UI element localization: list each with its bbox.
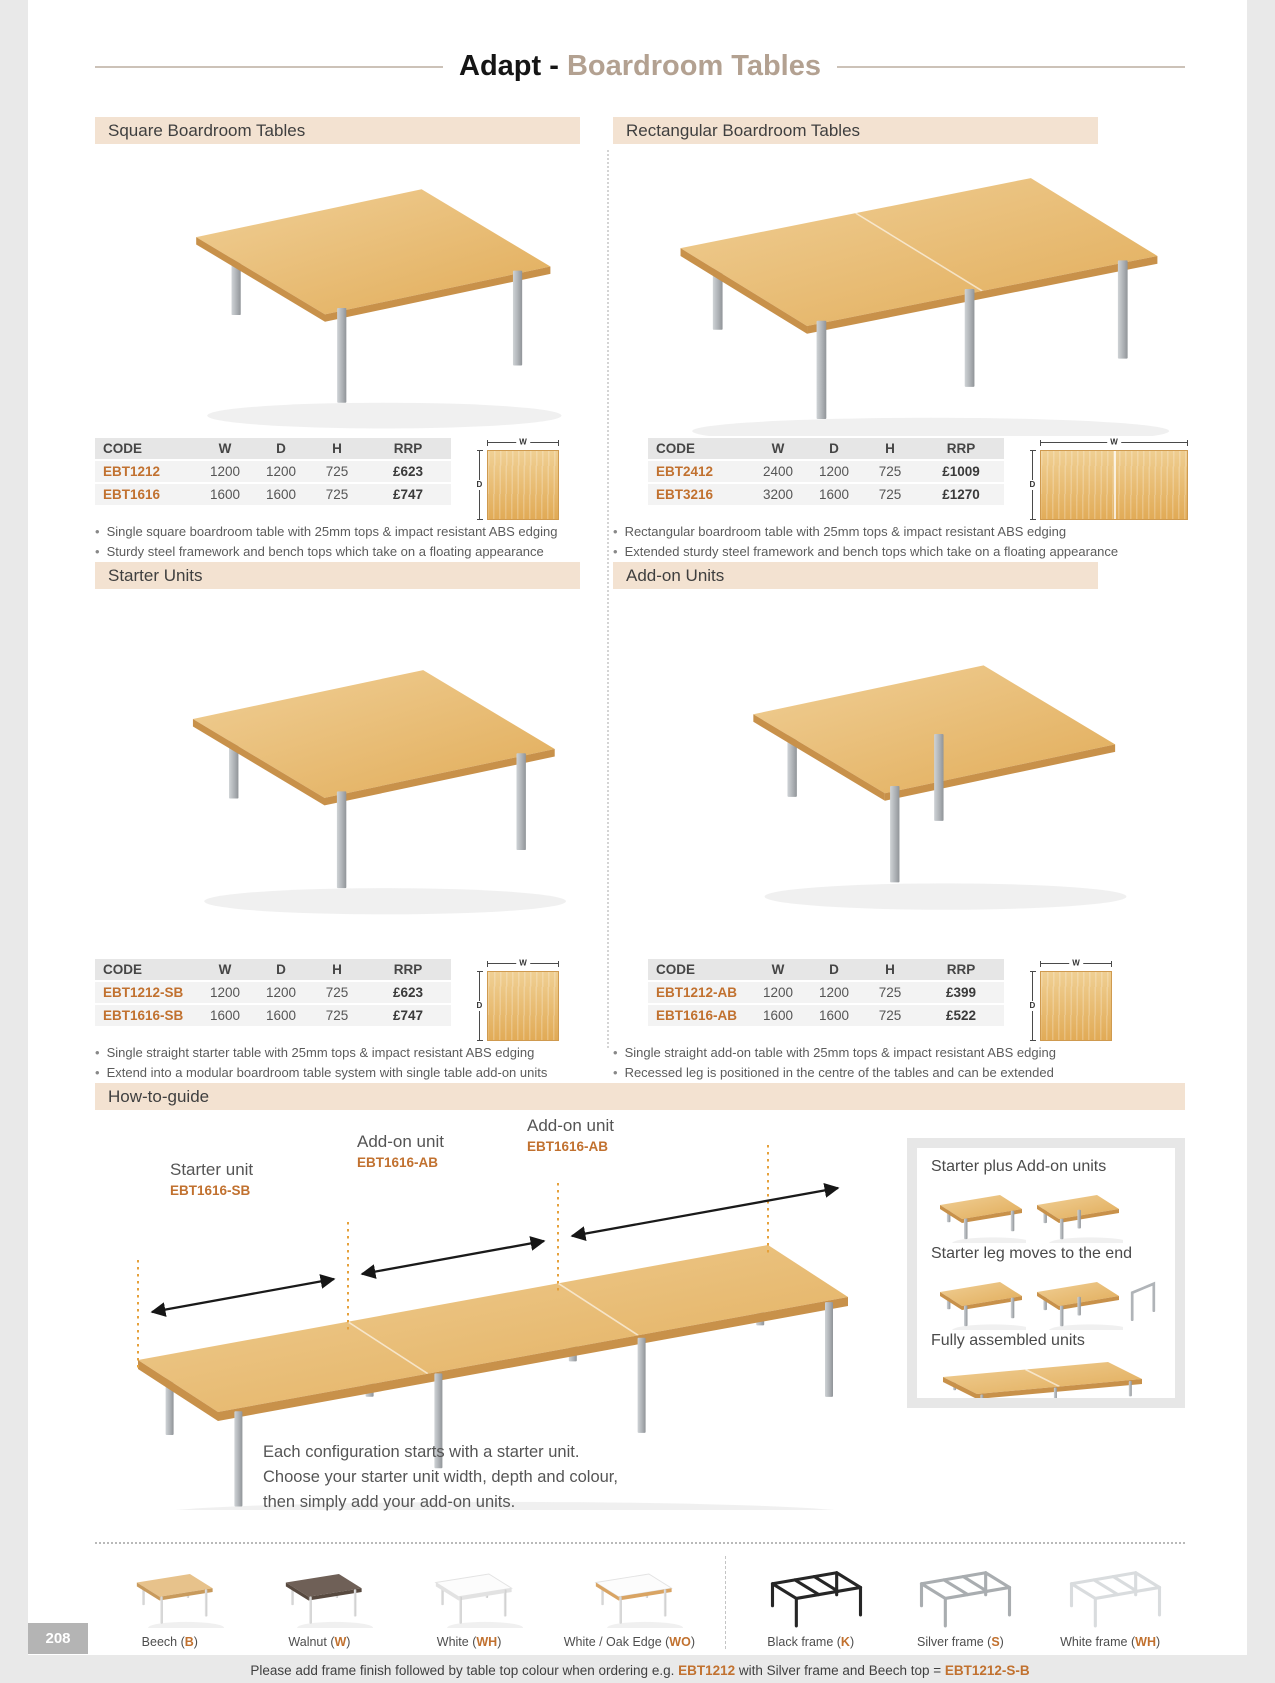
spec-table-rectangular bbox=[648, 438, 1004, 505]
title-rule-right bbox=[837, 66, 1185, 68]
spec-row bbox=[95, 981, 451, 1004]
spec-row-starter bbox=[95, 959, 600, 1035]
title-rule-left bbox=[95, 66, 443, 68]
spec-row bbox=[648, 981, 1004, 1004]
depth-label: D bbox=[1029, 1001, 1036, 1010]
table-top-swatch-image bbox=[264, 1556, 374, 1633]
dimension-diagram-add-on bbox=[1028, 959, 1112, 1041]
spec-row bbox=[648, 1004, 1004, 1026]
spec-cell-rrp: £747 bbox=[365, 483, 451, 505]
annotation-label: Add-on unit bbox=[357, 1132, 444, 1151]
annotation-label: Starter unit bbox=[170, 1160, 254, 1179]
page-number: 208 bbox=[28, 1623, 88, 1654]
column-divider bbox=[607, 150, 609, 1048]
spec-cell-num: 725 bbox=[309, 483, 365, 505]
spec-cell-num: 1200 bbox=[750, 981, 806, 1004]
rectangular-table-image bbox=[613, 144, 1185, 436]
section-starter-units bbox=[95, 562, 600, 1083]
spec-table bbox=[648, 959, 1004, 1026]
spec-col-header: W bbox=[750, 438, 806, 460]
section-title: Square Boardroom Tables bbox=[108, 121, 306, 140]
annotation-code: EBT1616-AB bbox=[357, 1155, 439, 1170]
spec-cell-code: EBT1616-AB bbox=[648, 1004, 750, 1026]
spec-cell-num: 725 bbox=[309, 981, 365, 1004]
dimension-diagram-starter bbox=[475, 959, 559, 1041]
spec-table bbox=[95, 438, 451, 505]
spec-cell-num: 1200 bbox=[197, 460, 253, 483]
spec-col-header: D bbox=[253, 959, 309, 981]
spec-cell-rrp: £623 bbox=[365, 981, 451, 1004]
wood-swatch bbox=[1040, 450, 1188, 520]
depth-label: D bbox=[1029, 480, 1036, 489]
ordering-note-text: Please add frame finish followed by table top colour when ordering e.g. bbox=[250, 1663, 679, 1678]
spec-col-header: RRP bbox=[918, 959, 1004, 981]
annotation-add-on-unit-1 bbox=[357, 1132, 444, 1170]
bullet-item: • Extend into a modular boardroom table system with single table add-on units bbox=[95, 1063, 600, 1083]
spec-col-header: CODE bbox=[95, 959, 197, 981]
panel-step-1-image bbox=[931, 1177, 1161, 1243]
spec-cell-code: EBT1212 bbox=[95, 460, 197, 483]
page-header bbox=[95, 0, 1185, 83]
spec-row bbox=[95, 1004, 451, 1026]
spec-cell-num: 1600 bbox=[253, 483, 309, 505]
spec-cell-num: 1200 bbox=[197, 981, 253, 1004]
spec-cell-num: 1600 bbox=[750, 1004, 806, 1026]
annotation-code: EBT1616-AB bbox=[527, 1139, 609, 1154]
width-dimension-bracket bbox=[487, 958, 559, 968]
spec-cell-num: 1200 bbox=[253, 460, 309, 483]
spec-cell-num: 3200 bbox=[750, 483, 806, 505]
width-label: W bbox=[516, 438, 530, 446]
frame-swatch-image bbox=[905, 1556, 1015, 1633]
how-to-description-line: Each configuration starts with a starter unit. bbox=[263, 1443, 580, 1461]
spec-col-header: CODE bbox=[95, 438, 197, 460]
spec-col-header: H bbox=[309, 959, 365, 981]
bullet-item: • Sturdy steel framework and bench tops which take on a floating appearance bbox=[95, 542, 600, 562]
spec-row-add-on bbox=[613, 959, 1185, 1035]
spec-cell-num: 1600 bbox=[197, 1004, 253, 1026]
width-label: W bbox=[516, 959, 530, 967]
section-title: Starter Units bbox=[108, 566, 203, 585]
depth-dimension-bracket bbox=[1029, 971, 1036, 1041]
bullets-rectangular bbox=[613, 522, 1185, 562]
panel-step-3-title: Fully assembled units bbox=[931, 1332, 1085, 1349]
frame-finish-options bbox=[736, 1556, 1185, 1649]
spec-col-header: RRP bbox=[365, 438, 451, 460]
wood-swatch bbox=[487, 971, 559, 1041]
spec-table-starter bbox=[95, 959, 451, 1026]
section-title: Rectangular Boardroom Tables bbox=[626, 121, 861, 140]
spec-cell-code: EBT1212-AB bbox=[648, 981, 750, 1004]
section-title: How-to-guide bbox=[108, 1087, 210, 1106]
ordering-note-text: with Silver frame and Beech top = bbox=[735, 1663, 945, 1678]
dimension-diagram-square bbox=[475, 438, 559, 520]
spec-table-add-on bbox=[648, 959, 1004, 1026]
panel-step-1-title: Starter plus Add-on units bbox=[931, 1158, 1107, 1175]
finishes-divider bbox=[95, 1542, 1185, 1544]
bullets-square bbox=[95, 522, 600, 562]
page-title-primary: Adapt - bbox=[459, 50, 559, 82]
depth-dimension-bracket bbox=[1029, 450, 1036, 520]
spec-col-header: RRP bbox=[365, 959, 451, 981]
spec-cell-num: 725 bbox=[862, 1004, 918, 1026]
spec-row bbox=[648, 460, 1004, 483]
spec-col-header: D bbox=[253, 438, 309, 460]
spec-cell-num: 1600 bbox=[806, 483, 862, 505]
spec-col-header: H bbox=[862, 438, 918, 460]
spec-cell-num: 1200 bbox=[806, 460, 862, 483]
section-header-how-to-guide bbox=[95, 1083, 1185, 1110]
page-title-secondary: Boardroom Tables bbox=[566, 50, 821, 82]
bullet-item: • Single square boardroom table with 25mm tops & impact resistant ABS edging bbox=[95, 522, 600, 542]
spec-cell-num: 725 bbox=[862, 460, 918, 483]
finish-label: White / Oak Edge (WO) bbox=[563, 1635, 695, 1649]
finish-option-frame-S bbox=[905, 1556, 1015, 1649]
add-on-unit-image bbox=[613, 589, 1185, 957]
spec-cell-code: EBT3216 bbox=[648, 483, 750, 505]
finishes-row bbox=[95, 1556, 1185, 1649]
section-header-add-on bbox=[613, 562, 1098, 589]
table-top-swatch-image bbox=[115, 1556, 225, 1633]
spec-cell-rrp: £522 bbox=[918, 1004, 1004, 1026]
width-dimension-bracket bbox=[487, 437, 559, 447]
assembly-steps-panel bbox=[907, 1138, 1185, 1408]
spec-cell-num: 1200 bbox=[253, 981, 309, 1004]
section-add-on-units bbox=[613, 562, 1185, 1083]
spec-cell-rrp: £1270 bbox=[918, 483, 1004, 505]
spec-cell-num: 725 bbox=[862, 483, 918, 505]
spec-col-header: CODE bbox=[648, 959, 750, 981]
how-to-description-line: Choose your starter unit width, depth and colour, bbox=[263, 1467, 618, 1486]
spec-col-header: RRP bbox=[918, 438, 1004, 460]
spec-cell-rrp: £399 bbox=[918, 981, 1004, 1004]
finish-group-divider bbox=[725, 1556, 726, 1649]
depth-dimension-bracket bbox=[476, 971, 483, 1041]
spec-cell-code: EBT1212-SB bbox=[95, 981, 197, 1004]
ordering-note bbox=[95, 1663, 1185, 1678]
starter-unit-image bbox=[95, 589, 600, 957]
spec-cell-num: 1600 bbox=[197, 483, 253, 505]
finish-label: White frame (WH) bbox=[1060, 1635, 1161, 1649]
frame-swatch-image bbox=[1055, 1556, 1165, 1633]
how-to-description bbox=[263, 1440, 618, 1514]
spec-cell-num: 2400 bbox=[750, 460, 806, 483]
spec-col-header: D bbox=[806, 959, 862, 981]
bullet-item: • Single straight starter table with 25mm tops & impact resistant ABS edging bbox=[95, 1043, 600, 1063]
section-header-rectangular bbox=[613, 117, 1098, 144]
spec-cell-rrp: £747 bbox=[365, 1004, 451, 1026]
table-top-swatch-image bbox=[414, 1556, 524, 1633]
spec-cell-num: 1600 bbox=[806, 1004, 862, 1026]
spec-cell-num: 725 bbox=[309, 1004, 365, 1026]
spec-col-header: H bbox=[309, 438, 365, 460]
spec-cell-num: 725 bbox=[862, 981, 918, 1004]
spec-row-square bbox=[95, 438, 600, 514]
section-title: Add-on Units bbox=[626, 566, 725, 585]
spec-col-header: W bbox=[750, 959, 806, 981]
spec-col-header: CODE bbox=[648, 438, 750, 460]
bullet-item: • Extended sturdy steel framework and bench tops which take on a floating appearance bbox=[613, 542, 1185, 562]
section-square-boardroom-tables bbox=[95, 117, 600, 562]
annotation-code: EBT1616-SB bbox=[170, 1183, 251, 1198]
spec-col-header: W bbox=[197, 438, 253, 460]
panel-step-2-image bbox=[931, 1264, 1161, 1330]
spec-row bbox=[95, 460, 451, 483]
spec-row bbox=[95, 483, 451, 505]
spec-cell-code: EBT2412 bbox=[648, 460, 750, 483]
spec-cell-code: EBT1616-SB bbox=[95, 1004, 197, 1026]
square-table-image bbox=[95, 144, 600, 436]
finish-label: Silver frame (S) bbox=[917, 1635, 1004, 1649]
spec-row bbox=[648, 483, 1004, 505]
wood-swatch bbox=[1040, 971, 1112, 1041]
panel-step-3-image bbox=[931, 1351, 1161, 1398]
spec-cell-rrp: £623 bbox=[365, 460, 451, 483]
dimension-diagram-rectangular bbox=[1028, 438, 1188, 520]
section-header-square bbox=[95, 117, 580, 144]
ordering-note-result-code: EBT1212-S-B bbox=[944, 1663, 1030, 1678]
finish-label: White (WH) bbox=[436, 1635, 502, 1649]
ordering-note-code: EBT1212 bbox=[678, 1663, 736, 1678]
spec-cell-num: 1200 bbox=[806, 981, 862, 1004]
section-rectangular-boardroom-tables bbox=[613, 117, 1185, 562]
finish-option-frame-K bbox=[756, 1556, 866, 1649]
annotation-starter-unit bbox=[170, 1160, 253, 1198]
width-label: W bbox=[1069, 959, 1083, 967]
spec-table-square bbox=[95, 438, 451, 505]
panel-step-2-title: Starter leg moves to the end bbox=[931, 1245, 1132, 1262]
spec-cell-num: 725 bbox=[309, 460, 365, 483]
depth-dimension-bracket bbox=[476, 450, 483, 520]
bullets-starter bbox=[95, 1043, 600, 1083]
spec-col-header: H bbox=[862, 959, 918, 981]
finish-option-frame-WH bbox=[1055, 1556, 1165, 1649]
catalog-page bbox=[28, 0, 1247, 1678]
width-dimension-bracket bbox=[1040, 437, 1188, 447]
spec-col-header: W bbox=[197, 959, 253, 981]
spec-row-rectangular bbox=[613, 438, 1185, 514]
spec-cell-rrp: £1009 bbox=[918, 460, 1004, 483]
spec-col-header: D bbox=[806, 438, 862, 460]
depth-label: D bbox=[476, 480, 483, 489]
how-to-guide-area bbox=[95, 1110, 1185, 1512]
top-finish-options bbox=[95, 1556, 715, 1649]
annotation-add-on-unit-2 bbox=[527, 1116, 614, 1154]
spec-table bbox=[648, 438, 1004, 505]
finish-option-top-WH bbox=[414, 1556, 524, 1649]
bullets-add-on bbox=[613, 1043, 1185, 1083]
finish-label: Black frame (K) bbox=[767, 1635, 855, 1649]
spec-table bbox=[95, 959, 451, 1026]
width-dimension-bracket bbox=[1040, 958, 1112, 968]
finish-option-top-WO bbox=[564, 1556, 695, 1649]
page-title bbox=[459, 50, 821, 83]
depth-label: D bbox=[476, 1001, 483, 1010]
bullet-item: • Single straight add-on table with 25mm tops & impact resistant ABS edging bbox=[613, 1043, 1185, 1063]
width-label: W bbox=[1107, 438, 1121, 446]
bullet-item: • Rectangular boardroom table with 25mm tops & impact resistant ABS edging bbox=[613, 522, 1185, 542]
spec-cell-num: 1600 bbox=[253, 1004, 309, 1026]
swatch-seam bbox=[1114, 451, 1116, 519]
product-sections-grid bbox=[95, 117, 1185, 1083]
finish-label: Beech (B) bbox=[141, 1635, 198, 1649]
frame-swatch-image bbox=[756, 1556, 866, 1633]
bullet-item: • Recessed leg is positioned in the centre of the tables and can be extended bbox=[613, 1063, 1185, 1083]
finish-option-top-B bbox=[115, 1556, 225, 1649]
table-top-swatch-image bbox=[574, 1556, 684, 1633]
wood-swatch bbox=[487, 450, 559, 520]
how-to-description-line: then simply add your add-on units. bbox=[263, 1492, 516, 1511]
section-header-starter bbox=[95, 562, 580, 589]
finish-label: Walnut (W) bbox=[288, 1635, 351, 1649]
annotation-label: Add-on unit bbox=[527, 1116, 614, 1135]
finish-option-top-W bbox=[264, 1556, 374, 1649]
spec-cell-code: EBT1616 bbox=[95, 483, 197, 505]
